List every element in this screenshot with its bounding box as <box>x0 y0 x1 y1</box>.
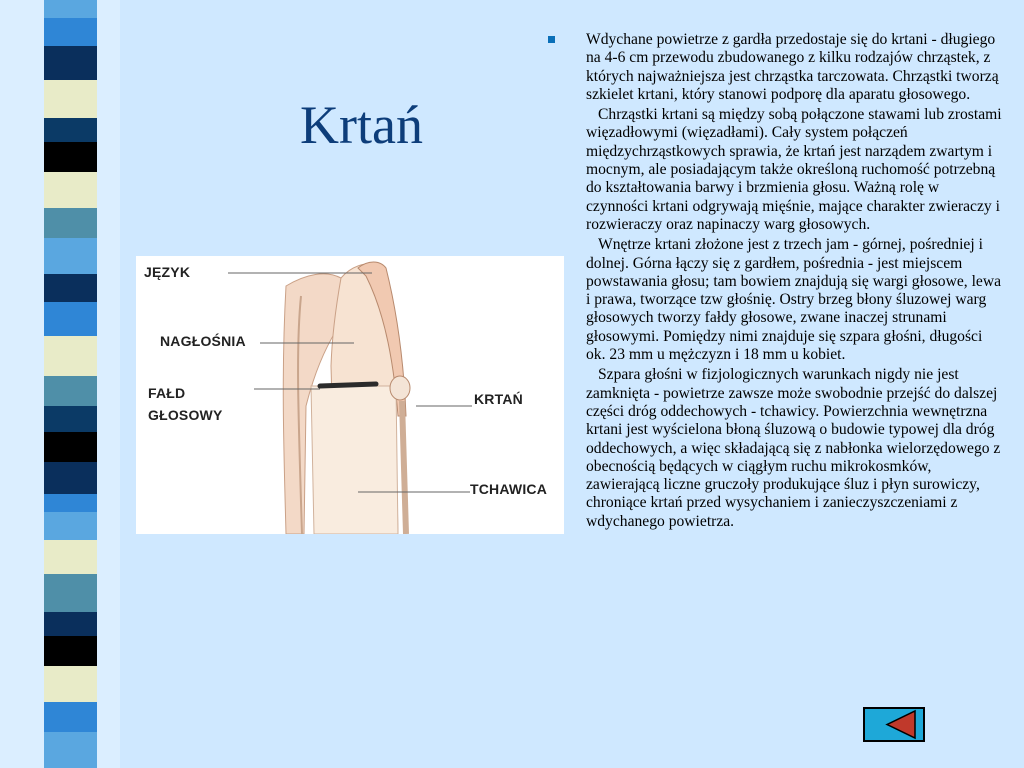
stripe-block <box>44 336 97 376</box>
stripe-block <box>44 208 97 238</box>
stripe-block <box>44 118 97 142</box>
triangle-left-icon <box>865 709 923 740</box>
stripe-block <box>44 0 97 18</box>
stripe-block <box>44 702 97 732</box>
stripe-block <box>44 494 97 512</box>
label-tchawica: TCHAWICA <box>470 481 548 497</box>
stripe-block <box>44 540 97 574</box>
back-button[interactable] <box>863 707 925 742</box>
stripe-block <box>44 302 97 336</box>
paragraph-1: Wdychane powietrze z gardła przedostaje się do krtani - długiego na 4-6 cm przewodu zbudowanego z kilku rodzajów chrząstek, z których najważniejsza jest chrząstka tarczowata. Chrząstki tworzą szkielet krtani, który stanowi podporę dla aparatu głosowego. <box>586 31 999 103</box>
stripe-block <box>44 406 97 432</box>
stripe-block <box>44 274 97 302</box>
decorative-stripe <box>0 0 120 768</box>
paragraph-2: Chrząstki krtani są między sobą połączone stawami lub zrostami więzadłowymi (więzadłami). Cały system połączeń międzychrząstkowych sprawia, że krtań jest narządem zwartym i mocnym, ale posiadającym także określoną ruchomość potrzebną do kształtowania barwy i brzmienia głosu. Ważną rolę w czynności krtani odgrywają mięśnie, mające charakter zwieraczy i rozwieraczy oraz napinaczy warg głosowych. <box>586 106 1002 233</box>
stripe-block <box>44 636 97 666</box>
label-fald-line1: FAŁD <box>148 385 186 401</box>
stripe-block <box>44 142 97 172</box>
stripe-block <box>44 376 97 406</box>
stripe-block <box>44 462 97 494</box>
stripe-block <box>44 512 97 540</box>
paragraph-3: Wnętrze krtani złożone jest z trzech jam - górnej, pośredniej i dolnej. Górna łączy się z gardłem, pośrednia - jest miejscem powstawania głosu; tam bowiem znajdują się wargi głosowe, lewa i prawa, tworzące tzw głośnię. Ostry brzeg błony śluzowej warg głosowych tworzy fałdy głosowe, zwane inaczej strunami głosowymi. Pomiędzy nimi znajduje się szpara głośni, długości ok. 23 mm u mężczyzn i 18 mm u kobiet. <box>586 236 1002 364</box>
stripe-block <box>44 732 97 768</box>
label-naglosnia: NAGŁOŚNIA <box>160 333 246 349</box>
stripe-block <box>44 238 97 274</box>
body-text <box>586 31 1004 533</box>
stripe-block <box>44 612 97 636</box>
stripe-block <box>44 666 97 702</box>
slide-title: Krtań <box>300 95 423 156</box>
bullet-icon <box>548 36 555 43</box>
larynx-diagram <box>136 256 564 534</box>
stripe-block <box>44 18 97 46</box>
stripe-block <box>44 172 97 208</box>
stripe-block <box>44 574 97 612</box>
stripe-block <box>44 80 97 118</box>
label-jezyk: JĘZYK <box>144 264 191 280</box>
paragraph-4: Szpara głośni w fizjologicznych warunkach nigdy nie jest zamknięta - powietrze zawsze może swobodnie przejść do dalszej części dróg oddechowych - tchawicy. Powierzchnia wewnętrzna krtani jest wyścielona błoną śluzową o budowie typowej dla dróg oddechowych, a więc składającą się z nabłonka wielorzędowego z obecnością będących w ciągłym ruchu mikrokosmków, zawierającą liczne gruczoły produkujące śluz i płyn surowiczy, chroniące krtań przed wysychaniem i zanieczyszczeniami z wdychanego powietrza. <box>586 366 1001 530</box>
label-krtan: KRTAŃ <box>474 391 523 407</box>
stripe-block <box>44 46 97 80</box>
label-fald-line2: GŁOSOWY <box>148 407 223 423</box>
stripe-block <box>44 432 97 462</box>
